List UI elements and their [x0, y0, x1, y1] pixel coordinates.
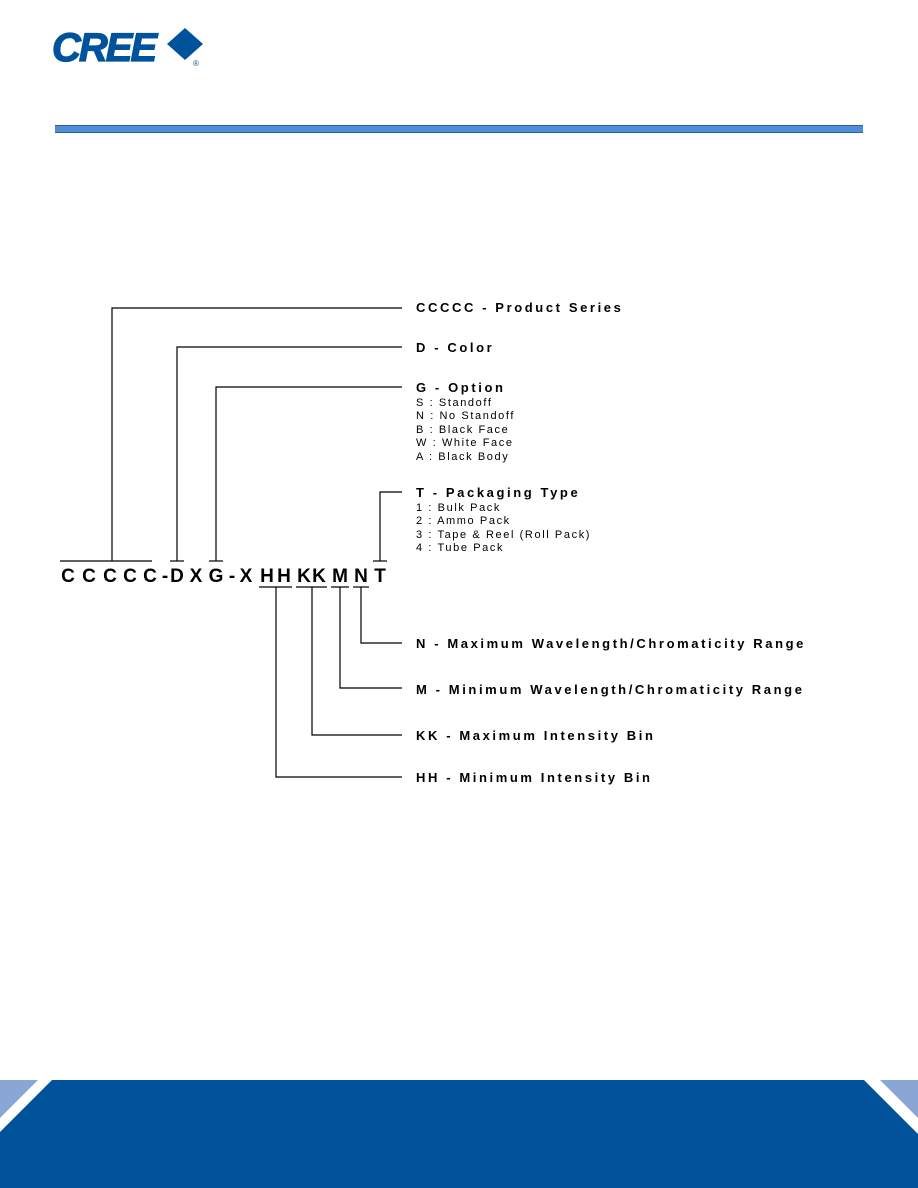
packaging-leader-line — [380, 492, 402, 561]
option-item: A : Black Body — [416, 451, 510, 463]
option-item: S : Standoff — [416, 397, 493, 409]
part-number-char: X — [189, 566, 203, 587]
packaging-item: 4 : Tube Pack — [416, 542, 505, 554]
part-number-char: H — [260, 566, 274, 587]
part-number — [61, 566, 386, 587]
option-item: W : White Face — [416, 437, 514, 449]
color-leader-line — [177, 347, 402, 561]
packaging-item: 1 : Bulk Pack — [416, 502, 501, 514]
footer-band — [0, 1076, 918, 1188]
part-number-char: C — [61, 566, 75, 587]
min-wavelength-leader-line — [340, 587, 402, 688]
part-number-char: G — [208, 566, 224, 587]
part-number-char: - — [228, 566, 236, 587]
part-number-char: H — [277, 566, 291, 587]
part-number-char: T — [374, 566, 386, 587]
option-item: N : No Standoff — [416, 410, 516, 422]
part-number-char: X — [239, 566, 253, 587]
part-number-char: D — [170, 566, 184, 587]
option-label: G - Option — [416, 380, 506, 395]
registered-mark: ® — [193, 59, 199, 68]
part-number-char: N — [354, 566, 368, 587]
max-wavelength-label: N - Maximum Wavelength/Chromaticity Range — [416, 636, 806, 651]
option-item: B : Black Face — [416, 424, 510, 436]
part-number-char: K — [297, 566, 311, 587]
packaging-item: 3 : Tape & Reel (Roll Pack) — [416, 529, 592, 541]
part-number-char: C — [123, 566, 137, 587]
footer-main-band — [0, 1080, 918, 1188]
min-intensity-leader-line — [276, 587, 402, 777]
cree-logo-wordmark: CREE — [52, 26, 156, 68]
color-label: D - Color — [416, 340, 495, 355]
packaging-item: 2 : Ammo Pack — [416, 515, 511, 527]
part-number-char: M — [332, 566, 348, 587]
part-number-char: C — [82, 566, 96, 587]
series-leader-line — [112, 308, 402, 561]
max-intensity-leader-line — [312, 587, 402, 735]
product-series-label: CCCCC - Product Series — [416, 300, 624, 315]
part-number-char: K — [312, 566, 326, 587]
part-number-char: C — [143, 566, 157, 587]
max-wavelength-leader-line — [361, 587, 402, 643]
min-intensity-label: HH - Minimum Intensity Bin — [416, 770, 653, 785]
option-leader-line — [216, 387, 402, 561]
max-intensity-label: KK - Maximum Intensity Bin — [416, 728, 656, 743]
part-number-char: - — [161, 566, 169, 587]
part-number-char: C — [103, 566, 117, 587]
packaging-label: T - Packaging Type — [416, 485, 581, 500]
min-wavelength-label: M - Minimum Wavelength/Chromaticity Range — [416, 682, 805, 697]
